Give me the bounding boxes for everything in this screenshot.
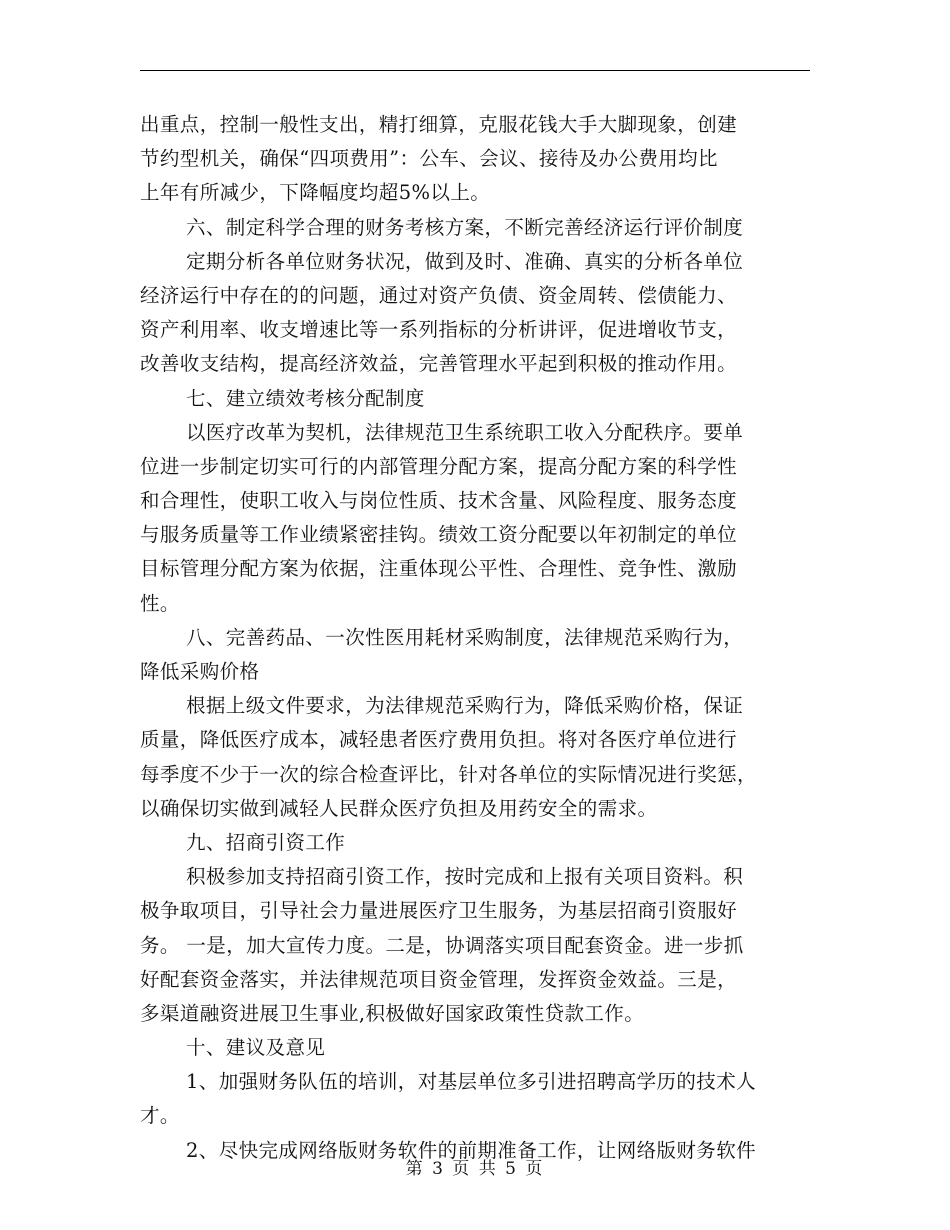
text-line: 多渠道融资进展卫生事业,积极做好国家政策性贷款工作。 (140, 1001, 645, 1025)
text-line: 节约型机关，确保“四项费用”：公车、会议、接待及办公费用均比 (140, 147, 718, 171)
text-line: 好配套资金落实，并法律规范项目资金管理，发挥资金效益。三是， (140, 967, 738, 991)
text-line: 质量，降低医疗成本，减轻患者医疗费用负担。将对各医疗单位进行 (140, 728, 738, 752)
text-line: 十、建议及意见 (186, 1036, 326, 1060)
text-line: 资产利用率、收支增速比等一系列指标的分析讲评，促进增收节支， (140, 318, 738, 342)
text-line: 积极参加支持招商引资工作，按时完成和上报有关项目资料。积 (186, 865, 744, 889)
text-line: 每季度不少于一次的综合检查评比，针对各单位的实际情况进行奖惩， (140, 762, 757, 786)
header-rule (140, 70, 810, 71)
page-number: 第 3 页 共 5 页 (405, 1159, 545, 1179)
text-line: 改善收支结构，提高经济效益，完善管理水平起到积极的推动作用。 (140, 352, 738, 376)
text-line: 上年有所减少，下降幅度均超5%以上。 (140, 181, 491, 205)
text-line: 与服务质量等工作业绩紧密挂钩。绩效工资分配要以年初制定的单位 (140, 523, 738, 547)
text-line: 八、完善药品、一次性医用耗材采购制度，法律规范采购行为， (186, 625, 744, 649)
text-line: 七、建立绩效考核分配制度 (186, 386, 425, 410)
text-line: 降低采购价格 (140, 660, 260, 683)
text-line: 九、招商引资工作 (186, 830, 346, 854)
text-line: 出重点，控制一般性支出，精打细算，克服花钱大手大脚现象，创建 (140, 113, 738, 136)
text-line: 定期分析各单位财务状况，做到及时、准确、真实的分析各单位 (186, 249, 744, 273)
text-line: 2、尽快完成网络版财务软件的前期准备工作，让网络版财务软件 (186, 1138, 757, 1162)
text-line: 和合理性，使职工收入与岗位性质、技术含量、风险程度、服务态度 (140, 489, 738, 513)
text-line: 极争取项目，引导社会力量进展医疗卫生服务，为基层招商引资服好 (140, 899, 738, 923)
text-line: 位进一步制定切实可行的内部管理分配方案，提高分配方案的科学性 (140, 454, 738, 478)
text-line: 才。 (140, 1104, 180, 1128)
text-line: 以医疗改革为契机，法律规范卫生系统职工收入分配秩序。要单 (186, 420, 744, 444)
text-line: 六、制定科学合理的财务考核方案，不断完善经济运行评价制度 (186, 215, 744, 239)
text-line: 1、加强财务队伍的培训，对基层单位多引进招聘高学历的技术人 (186, 1070, 757, 1094)
text-line: 性。 (140, 591, 180, 615)
text-line: 务。 一是，加大宣传力度。二是，协调落实项目配套资金。进一步抓 (140, 933, 744, 957)
text-line: 根据上级文件要求，为法律规范采购行为，降低采购价格，保证 (186, 694, 744, 718)
text-line: 经济运行中存在的的问题，通过对资产负债、资金周转、偿债能力、 (140, 283, 738, 307)
text-line: 目标管理分配方案为依据，注重体现公平性、合理性、竞争性、激励 (140, 557, 738, 581)
text-line: 以确保切实做到减轻人民群众医疗负担及用药安全的需求。 (140, 796, 658, 820)
document-body (140, 108, 810, 1168)
